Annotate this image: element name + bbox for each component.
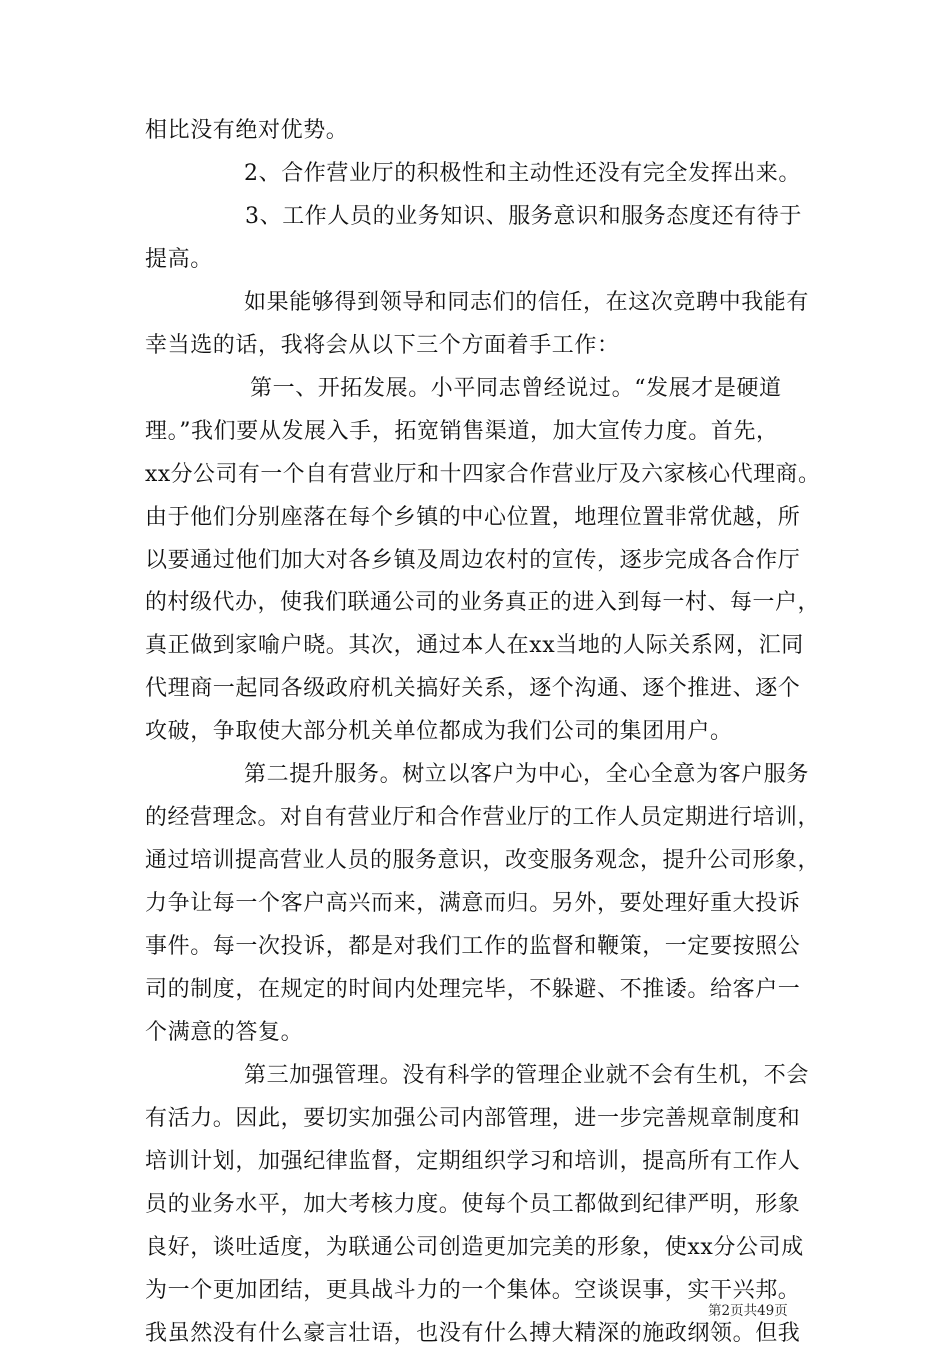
text-line: 员的业务水平，加大考核力度。使每个员工都做到纪律严明，形象 — [145, 1191, 801, 1217]
text-line: 3、工作人员的业务知识、服务意识和服务态度还有待于 — [245, 203, 802, 229]
text-line: xx分公司有一个自有营业厅和十四家合作营业厅及六家核心代理商。 — [145, 461, 821, 487]
text-line: 相比没有绝对优势。 — [145, 118, 349, 143]
text-line: 的经营理念。对自有营业厅和合作营业厅的工作人员定期进行培训， — [145, 805, 821, 831]
text-line: 代理商一起同各级政府机关搞好关系，逐个沟通、逐个推进、逐个 — [145, 676, 801, 702]
text-line: 个满意的答复。 — [145, 1019, 304, 1045]
text-line: 第一、开拓发展。小平同志曾经说过。“发展才是硬道 — [250, 375, 782, 401]
text-line: 理。”我们要从发展入手，拓宽销售渠道，加大宣传力度。首先， — [145, 418, 779, 444]
text-line: 幸当选的话，我将会从以下三个方面着手工作： — [145, 332, 620, 358]
text-line: 事件。每一次投诉，都是对我们工作的监督和鞭策，一定要按照公 — [145, 934, 801, 960]
text-line: 力争让每一个客户高兴而来，满意而归。另外，要处理好重大投诉 — [145, 891, 801, 917]
text-line: 我虽然没有什么豪言壮语，也没有什么搏大精深的施政纲领。但我 — [145, 1320, 801, 1346]
text-line: 司的制度，在规定的时间内处理完毕，不躲避、不推诿。给客户一 — [145, 977, 801, 1002]
text-line: 2、合作营业厅的积极性和主动性还没有完全发挥出来。 — [244, 160, 801, 186]
text-line: 提高。 — [145, 246, 213, 272]
page-number: 第2页共49页 — [708, 1302, 788, 1319]
text-line: 良好，谈吐适度，为联通公司创造更加完美的形象，使xx分公司成 — [145, 1234, 804, 1260]
text-line: 为一个更加团结，更具战斗力的一个集体。空谈误事，实干兴邦。 — [145, 1277, 801, 1303]
text-line: 如果能够得到领导和同志们的信任，在这次竞聘中我能有 — [244, 289, 810, 315]
text-line: 的村级代办，使我们联通公司的业务真正的进入到每一村、每一户， — [145, 590, 821, 616]
text-line: 攻破，争取使大部分机关单位都成为我们公司的集团用户。 — [145, 719, 733, 745]
text-line: 以要通过他们加大对各乡镇及周边农村的宣传，逐步完成各合作厅 — [145, 547, 801, 573]
text-line: 有活力。因此，要切实加强公司内部管理，进一步完善规章制度和 — [145, 1105, 801, 1131]
text-line: 通过培训提高营业人员的服务意识，改变服务观念，提升公司形象， — [145, 848, 821, 874]
text-line: 真正做到家喻户晓。其次，通过本人在xx当地的人际关系网，汇同 — [145, 633, 804, 659]
text-line: 第三加强管理。没有科学的管理企业就不会有生机，不会 — [244, 1062, 810, 1088]
text-line: 由于他们分别座落在每个乡镇的中心位置，地理位置非常优越，所 — [145, 504, 801, 530]
text-line: 培训计划，加强纪律监督，定期组织学习和培训，提高所有工作人 — [145, 1148, 801, 1174]
text-line: 第二提升服务。树立以客户为中心，全心全意为客户服务 — [244, 762, 810, 788]
